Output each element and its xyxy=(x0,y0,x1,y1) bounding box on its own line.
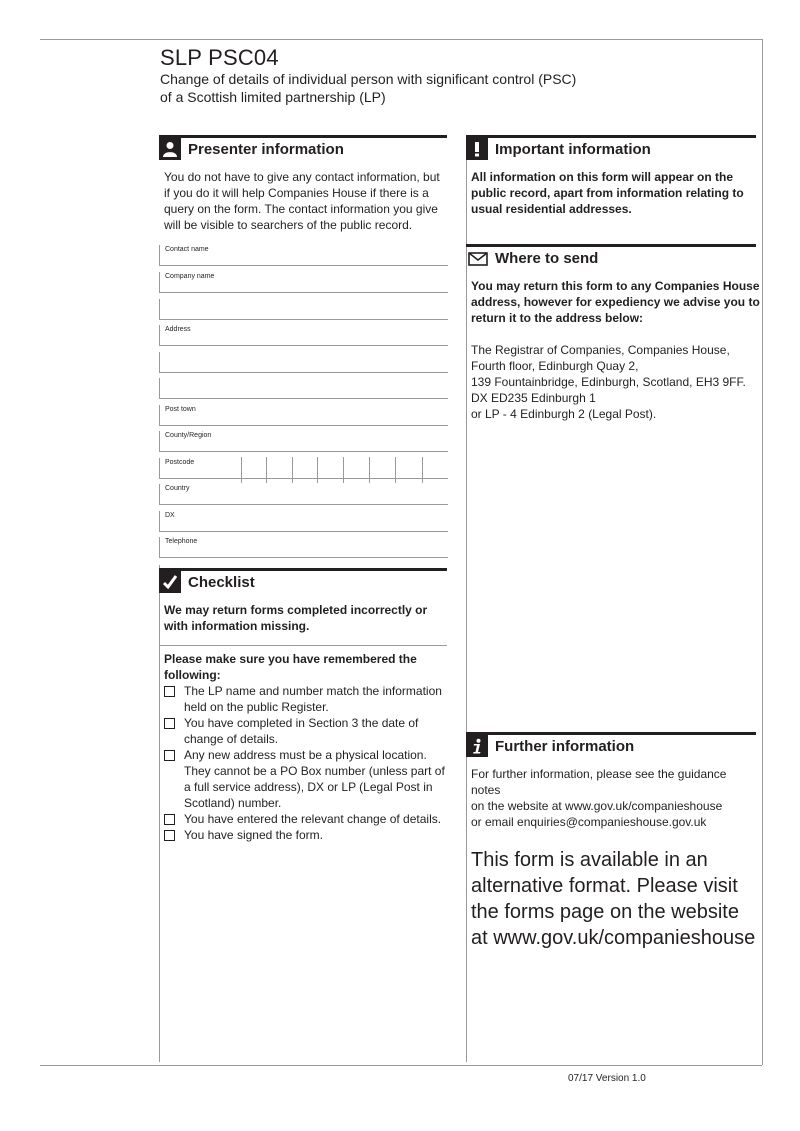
contact-name-label: Contact name xyxy=(165,246,209,253)
presenter-section xyxy=(159,135,447,233)
telephone-field[interactable] xyxy=(159,537,448,558)
checklist-prompt: Please make sure you have remembered the following: xyxy=(164,652,417,682)
contact-name-field[interactable] xyxy=(159,245,448,266)
presenter-heading-bar xyxy=(159,135,447,160)
checkmark-icon xyxy=(159,571,181,593)
bottom-rule xyxy=(40,1065,762,1066)
alternative-format-notice: This form is available in an alternative format. Please visit the forms page on the website at www.gov.uk/companieshouse xyxy=(471,849,756,949)
important-heading: Important information xyxy=(495,141,651,158)
checklist-item-text: The LP name and number match the information held on the public Register. xyxy=(184,684,442,714)
form-title-line-1: Change of details of individual person with significant control (PSC) xyxy=(160,71,577,87)
further-info-heading-bar xyxy=(466,732,756,757)
checklist-item-text: You have entered the relevant change of details. xyxy=(184,812,442,826)
address-field-line-3[interactable] xyxy=(159,378,448,399)
country-field[interactable] xyxy=(159,484,448,505)
postcode-char-box[interactable] xyxy=(292,457,317,483)
where-to-send-heading-bar xyxy=(466,244,756,269)
postcode-char-box[interactable] xyxy=(317,457,342,483)
checklist-item-text: You have signed the form. xyxy=(184,828,323,842)
address-field-line-2[interactable] xyxy=(159,352,448,373)
checklist-divider xyxy=(159,645,447,646)
further-info-section xyxy=(466,732,756,951)
checklist-item[interactable] xyxy=(162,683,447,715)
person-icon xyxy=(159,138,181,160)
form-code: SLP PSC04 xyxy=(160,45,279,70)
checklist-item-text: You have completed in Section 3 the date of change of details. xyxy=(184,716,419,746)
address-line: DX ED235 Edinburgh 1 xyxy=(471,391,596,405)
dx-field[interactable] xyxy=(159,511,448,532)
checkbox[interactable] xyxy=(164,750,175,761)
address-line: or LP - 4 Edinburgh 2 (Legal Post). xyxy=(471,407,657,421)
postcode-label: Postcode xyxy=(165,459,195,466)
right-rule xyxy=(762,39,763,1065)
address-field[interactable] xyxy=(159,325,448,346)
checkbox[interactable] xyxy=(164,686,175,697)
where-to-send-section xyxy=(466,244,760,422)
address-label: Address xyxy=(165,326,191,333)
checklist-heading-bar xyxy=(159,568,447,593)
postcode-char-box[interactable] xyxy=(422,457,447,483)
checkbox[interactable] xyxy=(164,830,175,841)
postcode-char-box[interactable] xyxy=(241,457,266,483)
checklist-item[interactable] xyxy=(162,811,447,827)
checkbox[interactable] xyxy=(164,814,175,825)
presenter-intro: You do not have to give any contact information, but if you do it will help Companies House if there is a query on the form. The contact information you give will be visible to searchers of the public record. xyxy=(164,170,440,232)
postcode-field[interactable] xyxy=(159,458,448,479)
company-name-label: Company name xyxy=(165,273,215,280)
further-info-text xyxy=(466,766,756,830)
presenter-heading: Presenter information xyxy=(188,141,344,158)
address-line: Fourth floor, Edinburgh Quay 2, xyxy=(471,359,639,373)
important-text: All information on this form will appear on the public record, apart from information relating to usual residential addresses. xyxy=(471,170,744,216)
checkbox[interactable] xyxy=(164,718,175,729)
company-name-field[interactable] xyxy=(159,272,448,293)
telephone-label: Telephone xyxy=(165,538,198,545)
checklist-item[interactable] xyxy=(162,747,447,811)
postcode-char-box[interactable] xyxy=(395,457,420,483)
form-title-line-2: of a Scottish limited partnership (LP) xyxy=(160,89,386,105)
postcode-char-box[interactable] xyxy=(266,457,291,483)
version-label: 07/17 Version 1.0 xyxy=(568,1073,646,1084)
further-info-line: on the website at www.gov.uk/companieshouse xyxy=(471,799,723,813)
checklist-section xyxy=(159,568,447,843)
further-info-line: or email enquiries@companieshouse.gov.uk xyxy=(471,815,707,829)
form-title xyxy=(160,70,620,106)
county-field[interactable] xyxy=(159,431,448,452)
checklist-item[interactable] xyxy=(162,827,447,843)
important-section xyxy=(466,135,756,217)
postcode-char-box[interactable] xyxy=(343,457,368,483)
postcode-char-box[interactable] xyxy=(369,457,394,483)
important-heading-bar xyxy=(466,135,756,160)
checklist-items xyxy=(159,683,447,843)
top-rule xyxy=(40,39,762,40)
address-line: The Registrar of Companies, Companies House, xyxy=(471,343,730,357)
post-town-field[interactable] xyxy=(159,405,448,426)
info-icon xyxy=(466,735,488,757)
further-info-heading: Further information xyxy=(495,738,635,755)
dx-label: DX xyxy=(165,512,175,519)
further-info-line: For further information, please see the guidance notes xyxy=(471,767,727,797)
where-to-send-intro: You may return this form to any Companies House address, however for expediency we advise you to return it to the address below: xyxy=(471,279,760,325)
address-line: 139 Fountainbridge, Edinburgh, Scotland, EH3 9FF. xyxy=(471,375,746,389)
exclamation-icon xyxy=(466,138,488,160)
checklist-heading: Checklist xyxy=(188,574,255,591)
post-town-label: Post town xyxy=(165,406,196,413)
checklist-warning: We may return forms completed incorrectly or with information missing. xyxy=(164,603,428,633)
checklist-item[interactable] xyxy=(162,715,447,747)
company-name-field-line-2[interactable] xyxy=(159,299,448,320)
envelope-icon xyxy=(466,248,490,270)
registrar-address xyxy=(466,342,756,422)
where-to-send-heading: Where to send xyxy=(495,250,599,267)
checklist-item-text: Any new address must be a physical location. They cannot be a PO Box number (unless part of a full service address), DX or LP (Legal Post in Scotland) number. xyxy=(184,748,445,810)
country-label: Country xyxy=(165,485,190,492)
county-label: County/Region xyxy=(165,432,212,439)
